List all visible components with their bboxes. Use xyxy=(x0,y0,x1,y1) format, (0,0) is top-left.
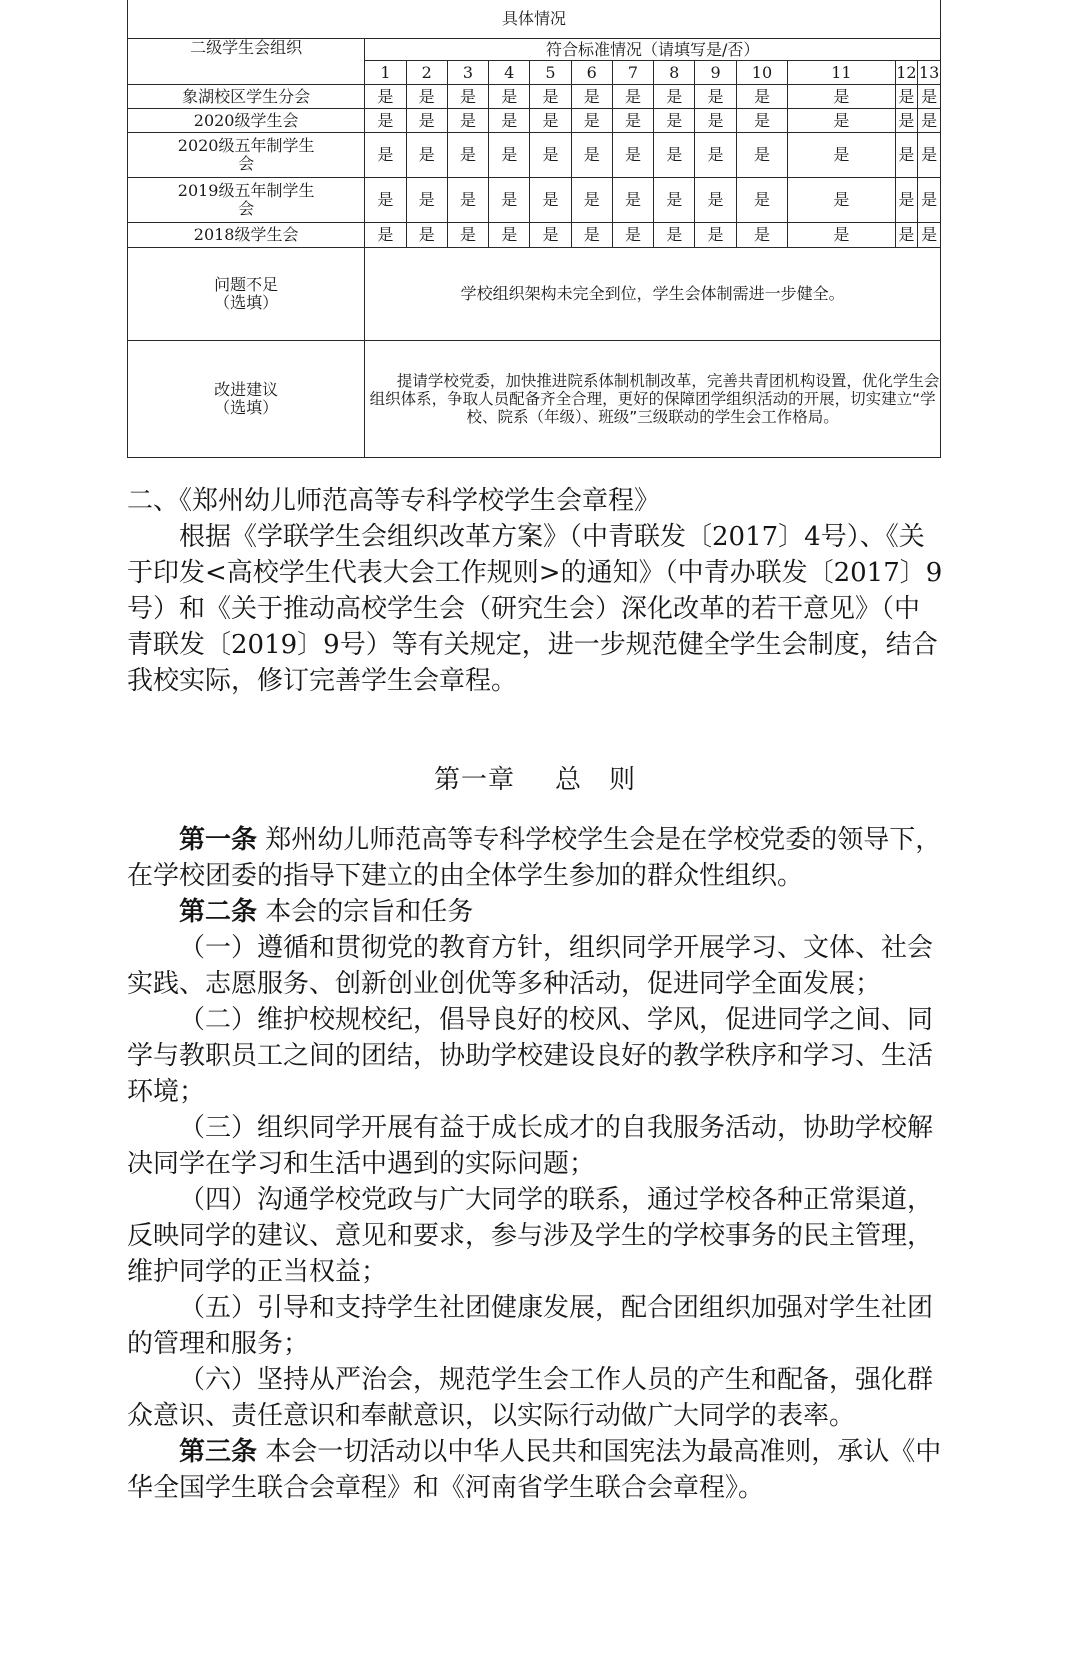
table-row xyxy=(128,85,941,109)
standard-value: 是 xyxy=(489,133,530,178)
standard-value: 是 xyxy=(489,223,530,247)
standard-value: 是 xyxy=(447,178,488,223)
org-name: 2019级五年制学生会 xyxy=(128,178,365,223)
criterion-number: 11 xyxy=(788,61,895,85)
criterion-number: 7 xyxy=(612,61,653,85)
standard-value: 是 xyxy=(571,133,612,178)
table-row xyxy=(128,178,941,223)
suggestions-cell xyxy=(365,340,941,457)
list-item: （五）引导和支持学生社团健康发展，配合团组织加强对学生社团的管理和服务； xyxy=(127,1293,934,1359)
criterion-number: 12 xyxy=(895,61,918,85)
standard-value: 是 xyxy=(788,133,895,178)
standard-value: 是 xyxy=(695,85,736,109)
standard-value: 是 xyxy=(895,85,918,109)
standard-value: 是 xyxy=(788,85,895,109)
standard-value: 是 xyxy=(654,133,695,178)
standard-value: 是 xyxy=(365,133,406,178)
list-item: （六）坚持从严治会，规范学生会工作人员的产生和配备，强化群众意识、责任意识和奉献意识，以实际行动做广大同学的表率。 xyxy=(127,1365,934,1431)
standard-value: 是 xyxy=(654,178,695,223)
article-1-text: 郑州幼儿师范高等专科学校学生会是在学校党委的领导下，在学校团委的指导下建立的由全体学生参加的群众性组织。 xyxy=(127,825,942,891)
article-3-text: 本会一切活动以中华人民共和国宪法为最高准则，承认《中华全国学生联合会章程》和《河南省学生联合会章程》。 xyxy=(127,1437,942,1503)
article-1 xyxy=(127,822,943,894)
standard-value: 是 xyxy=(447,85,488,109)
criterion-number: 8 xyxy=(654,61,695,85)
article-3-label: 第三条 xyxy=(179,1437,258,1467)
article-2-label: 第二条 xyxy=(179,897,258,927)
standard-value: 是 xyxy=(895,109,918,133)
standard-value: 是 xyxy=(406,109,447,133)
standard-value: 是 xyxy=(406,178,447,223)
suggestions-text: 提请学校党委，加快推进院系体制机制改革，完善共青团机构设置，优化学生会组织体系，争取人员配备齐全合理，更好的保障团学组织活动的开展，切实建立“学校、院系（年级）、班级”三级联动的学生会工作格局。 xyxy=(369,371,940,426)
standard-value: 是 xyxy=(895,178,918,223)
org-column-header: 二级学生会组织 xyxy=(128,39,365,85)
standard-value: 是 xyxy=(571,178,612,223)
standard-value: 是 xyxy=(895,223,918,247)
standard-value: 是 xyxy=(695,223,736,247)
standard-value: 是 xyxy=(365,178,406,223)
list-item: （三）组织同学开展有益于成长成才的自我服务活动，协助学校解决同学在学习和生活中遇到的实际问题； xyxy=(127,1113,934,1179)
standard-value: 是 xyxy=(918,85,941,109)
standard-value: 是 xyxy=(654,85,695,109)
standard-value: 是 xyxy=(365,85,406,109)
standard-value: 是 xyxy=(788,109,895,133)
standard-value: 是 xyxy=(895,133,918,178)
standard-value: 是 xyxy=(447,223,488,247)
criterion-number: 4 xyxy=(489,61,530,85)
standard-value: 是 xyxy=(736,109,788,133)
org-name: 2020级学生会 xyxy=(128,109,365,133)
criterion-number: 3 xyxy=(447,61,488,85)
article-3 xyxy=(127,1434,943,1506)
criterion-number: 10 xyxy=(736,61,788,85)
standard-value: 是 xyxy=(406,223,447,247)
standard-value: 是 xyxy=(447,109,488,133)
org-name: 2020级五年制学生会 xyxy=(128,133,365,178)
standard-value: 是 xyxy=(530,223,571,247)
standard-value: 是 xyxy=(489,109,530,133)
table-header-title: 具体情况 xyxy=(128,0,941,39)
standard-value: 是 xyxy=(612,85,653,109)
standard-value: 是 xyxy=(654,109,695,133)
standard-value: 是 xyxy=(571,223,612,247)
problems-row xyxy=(128,247,941,340)
suggestions-label: 改进建议（选填） xyxy=(128,340,365,457)
criterion-number: 13 xyxy=(918,61,941,85)
criterion-number: 2 xyxy=(406,61,447,85)
standard-value: 是 xyxy=(918,223,941,247)
standard-value: 是 xyxy=(736,133,788,178)
standard-value: 是 xyxy=(571,109,612,133)
standard-value: 是 xyxy=(695,178,736,223)
list-item: （二）维护校规校纪，倡导良好的校风、学风，促进同学之间、同学与教职员工之间的团结，协助学校建设良好的教学秩序和学习、生活环境； xyxy=(127,1005,934,1107)
standard-value: 是 xyxy=(736,178,788,223)
standard-value: 是 xyxy=(736,223,788,247)
standard-value: 是 xyxy=(918,178,941,223)
criterion-number: 9 xyxy=(695,61,736,85)
org-name: 象湖校区学生分会 xyxy=(128,85,365,109)
criterion-number: 6 xyxy=(571,61,612,85)
chapter-title: 总 则 xyxy=(555,765,637,795)
standard-value: 是 xyxy=(695,133,736,178)
standard-value: 是 xyxy=(571,85,612,109)
standard-value: 是 xyxy=(654,223,695,247)
articles xyxy=(127,822,943,1506)
article-2 xyxy=(127,894,943,930)
problems-label: 问题不足（选填） xyxy=(128,247,365,340)
standard-value: 是 xyxy=(918,133,941,178)
section-heading: 二、《郑州幼儿师范高等专科学校学生会章程》 xyxy=(127,486,661,516)
standard-value: 是 xyxy=(612,223,653,247)
article-2-text: 本会的宗旨和任务 xyxy=(265,897,474,927)
standards-table xyxy=(127,0,941,458)
suggestions-row xyxy=(128,340,941,457)
chapter-heading xyxy=(127,762,943,798)
standard-value: 是 xyxy=(489,85,530,109)
standard-value: 是 xyxy=(406,133,447,178)
standard-value: 是 xyxy=(530,133,571,178)
list-item: （四）沟通学校党政与广大同学的联系，通过学校各种正常渠道，反映同学的建议、意见和要求，参与涉及学生的学校事务的民主管理，维护同学的正当权益； xyxy=(127,1185,934,1287)
standard-value: 是 xyxy=(612,109,653,133)
table-row xyxy=(128,109,941,133)
list-item: （一）遵循和贯彻党的教育方针，组织同学开展学习、文体、社会实践、志愿服务、创新创业创优等多种活动，促进同学全面发展； xyxy=(127,933,934,999)
standard-column-header: 符合标准情况（请填写是/否） xyxy=(365,39,941,61)
table-row xyxy=(128,133,941,178)
standard-value: 是 xyxy=(530,109,571,133)
standard-value: 是 xyxy=(788,223,895,247)
article-1-label: 第一条 xyxy=(179,825,258,855)
standard-value: 是 xyxy=(365,109,406,133)
standard-value: 是 xyxy=(695,109,736,133)
problems-text: 学校组织架构未完全到位，学生会体制需进一步健全。 xyxy=(365,247,941,340)
table-row xyxy=(128,223,941,247)
standard-value: 是 xyxy=(736,85,788,109)
chapter-number: 第一章 xyxy=(433,765,515,795)
criterion-number: 5 xyxy=(530,61,571,85)
standard-value: 是 xyxy=(365,223,406,247)
criterion-number: 1 xyxy=(365,61,406,85)
standard-value: 是 xyxy=(447,133,488,178)
standard-value: 是 xyxy=(612,133,653,178)
intro-paragraph: 根据《学联学生会组织改革方案》（中青联发〔2017〕4号）、《关于印发<高校学生代表大会工作规则>的通知》（中青办联发〔2017〕9号）和《关于推动高校学生会（研究生会）深化改革的若干意见》（中青联发〔2019〕9号）等有关规定，进一步规范健全学生会制度，结合我校实际，修订完善学生会章程。 xyxy=(127,522,943,696)
standard-value: 是 xyxy=(489,178,530,223)
standard-value: 是 xyxy=(406,85,447,109)
standard-value: 是 xyxy=(530,85,571,109)
standard-value: 是 xyxy=(918,109,941,133)
standard-value: 是 xyxy=(788,178,895,223)
standard-value: 是 xyxy=(612,178,653,223)
standard-value: 是 xyxy=(530,178,571,223)
org-name: 2018级学生会 xyxy=(128,223,365,247)
document-body xyxy=(127,483,943,699)
